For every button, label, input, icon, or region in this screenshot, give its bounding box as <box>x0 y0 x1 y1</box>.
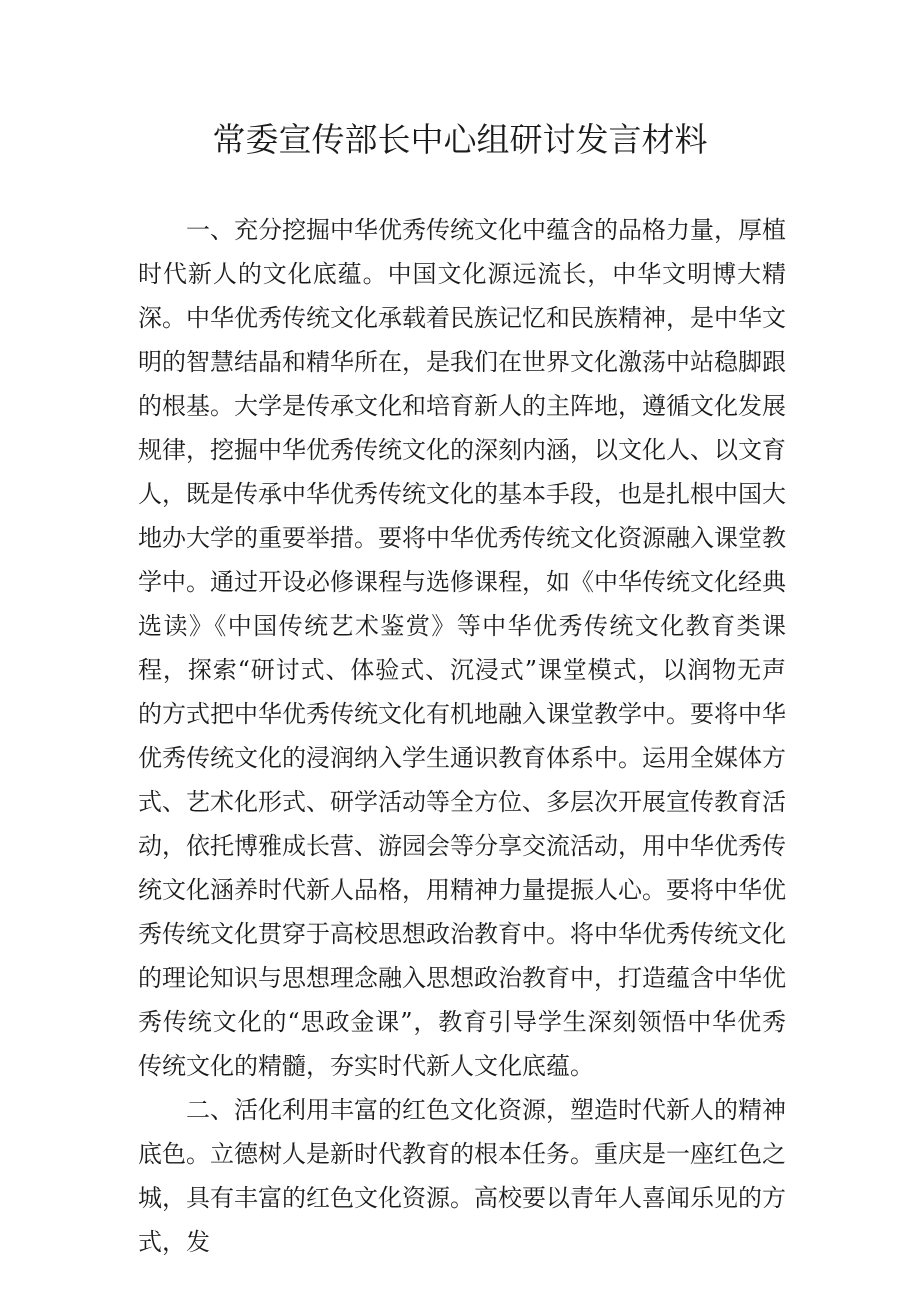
document-title: 常委宣传部长中心组研讨发言材料 <box>212 120 708 159</box>
paragraph-2: 二、活化利用丰富的红色文化资源，塑造时代新人的精神底色。立德树人是新时代教育的根本任务。重庆是一座红色之城，具有丰富的红色文化资源。高校要以青年人喜闻乐见的方式，发 <box>138 1096 786 1256</box>
paragraph-1: 一、充分挖掘中华优秀传统文化中蕴含的品格力量，厚植时代新人的文化底蕴。中国文化源远流长，中华文明博大精深。中华优秀传统文化承载着民族记忆和民族精神，是中华文明的智慧结晶和精华所在，是我们在世界文化激荡中站稳脚跟的根基。大学是传承文化和培育新人的主阵地，遵循文化发展规律，挖掘中华优秀传统文化的深刻内涵，以文化人、以文育人，既是传承中华优秀传统文化的基本手段，也是扎根中国大地办大学的重要举措。要将中华优秀传统文化资源融入课堂教学中。通过开设必修课程与选修课程，如《中华传统文化经典选读》《中国传统艺术鉴赏》等中华优秀传统文化教育类课程，探索“研讨式、体验式、沉浸式”课堂模式，以润物无声的方式把中华优秀传统文化有机地融入课堂教学中。要将中华优秀传统文化的浸润纳入学生通识教育体系中。运用全媒体方式、艺术化形式、研学活动等全方位、多层次开展宣传教育活动，依托博雅成长营、游园会等分享交流活动，用中华优秀传统文化涵养时代新人品格，用精神力量提振人心。要将中华优秀传统文化贯穿于高校思想政治教育中。将中华优秀传统文化的理论知识与思想理念融入思想政治教育中，打造蕴含中华优秀传统文化的“思政金课”，教育引导学生深刻领悟中华优秀传统文化的精髓，夯实时代新人文化底蕴。 <box>138 216 786 1080</box>
document-body <box>138 208 786 1264</box>
